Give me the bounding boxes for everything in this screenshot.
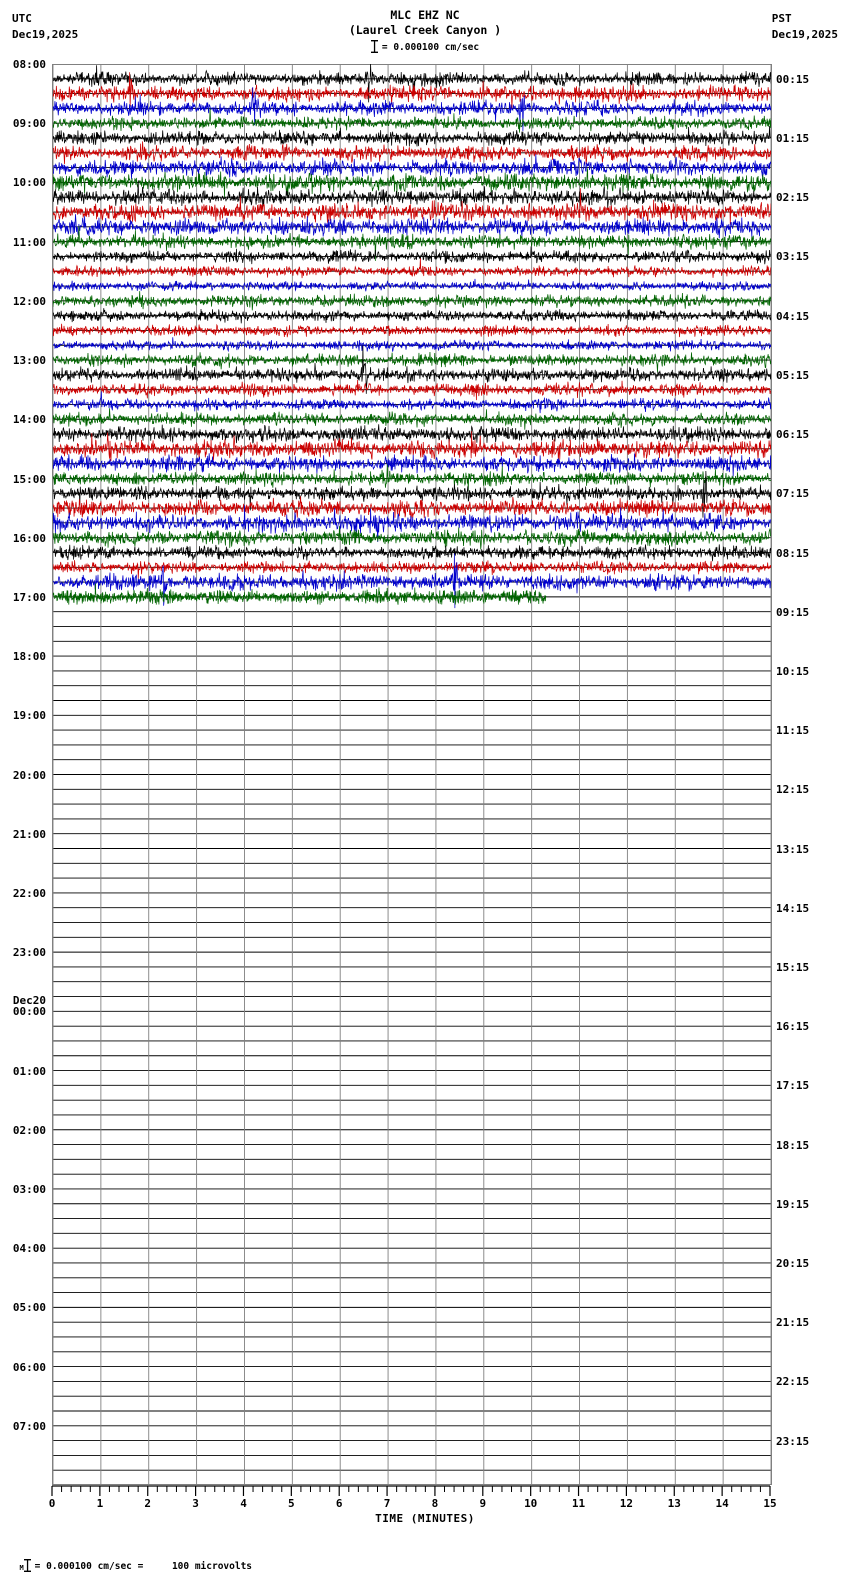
y-axis-left-label-16: 00:00 <box>12 1005 46 1019</box>
y-axis-left-label-22: 06:00 <box>12 1360 46 1374</box>
y-axis-left-label-7: 15:00 <box>12 472 46 486</box>
chart-header <box>0 0 850 60</box>
header-scale-text: = 0.000100 cm/sec <box>381 42 480 53</box>
seismic-trace <box>53 553 771 608</box>
y-axis-left-label-8: 16:00 <box>12 531 46 545</box>
seismic-trace <box>53 188 771 224</box>
x-tick-label-10: 10 <box>524 1497 538 1510</box>
y-axis-right-label-19: 19:15 <box>776 1197 810 1211</box>
x-tick-label-7: 7 <box>383 1497 391 1510</box>
x-tick-label-14: 14 <box>715 1497 729 1510</box>
y-axis-right-label-14: 14:15 <box>776 901 810 915</box>
station-title: MLC EHZ NC <box>390 8 460 22</box>
y-axis-left-label-5: 13:00 <box>12 354 46 367</box>
footer-text: = 0.000100 cm/sec = 100 microvolts <box>34 1561 253 1572</box>
right-date-label: Dec19,2025 <box>771 28 838 41</box>
y-axis-left-label-14: 22:00 <box>12 886 46 900</box>
y-axis-left-label-15: 23:00 <box>12 946 46 960</box>
x-tick-label-11: 11 <box>571 1497 586 1510</box>
y-axis-left-label-13: 21:00 <box>12 827 46 841</box>
seismogram-svg <box>53 64 771 1485</box>
y-axis-left-label-9: 17:00 <box>12 590 46 604</box>
y-axis-right-label-8: 08:15 <box>776 546 810 560</box>
y-axis-right-label-21: 21:15 <box>776 1316 810 1330</box>
x-tick-label-3: 3 <box>192 1497 199 1510</box>
y-axis-left-label-3: 11:00 <box>12 235 46 249</box>
day-change-label: Dec20 <box>12 994 46 1008</box>
x-axis-title: TIME (MINUTES) <box>375 1512 475 1525</box>
seismic-trace <box>53 583 546 604</box>
y-axis-right-label-18: 18:15 <box>776 1138 810 1152</box>
i-beam-scale-icon <box>371 40 378 56</box>
y-axis-right-label-0: 00:15 <box>776 72 810 86</box>
seismic-trace <box>53 64 771 102</box>
footer-prefix: M <box>19 1564 24 1572</box>
y-axis-right-label-16: 16:15 <box>776 1020 810 1034</box>
seismic-trace <box>53 279 771 291</box>
seismic-trace <box>53 560 771 579</box>
x-tick-label-5: 5 <box>287 1497 295 1510</box>
station-location: (Laurel Creek Canyon ) <box>348 23 502 37</box>
y-axis-right-label-15: 15:15 <box>776 960 810 974</box>
y-axis-left-label-4: 12:00 <box>12 294 46 308</box>
seismic-trace <box>53 352 771 372</box>
y-axis-right-label-6: 06:15 <box>776 428 810 442</box>
y-axis-right-label-23: 23:15 <box>776 1434 810 1448</box>
right-timezone-label: PST <box>771 12 792 25</box>
seismic-traces <box>53 64 771 608</box>
y-axis-right-label-22: 22:15 <box>776 1375 810 1389</box>
footer-scale-note <box>8 1548 252 1575</box>
y-axis-left-label-20: 04:00 <box>12 1242 46 1256</box>
y-axis-right-label-20: 20:15 <box>776 1257 810 1270</box>
x-tick-label-13: 13 <box>667 1497 681 1510</box>
y-axis-right-label-4: 04:15 <box>776 309 810 323</box>
y-axis-right-label-17: 17:15 <box>776 1079 810 1093</box>
x-tick-label-4: 4 <box>240 1497 247 1510</box>
y-axis-left-label-23: 07:00 <box>12 1419 46 1433</box>
x-tick-label-9: 9 <box>479 1497 487 1510</box>
y-axis-left-label-10: 18:00 <box>12 650 46 664</box>
x-tick-label-15: 15 <box>763 1497 777 1510</box>
y-axis-left-label-1: 09:00 <box>12 117 46 131</box>
y-axis-right-label-10: 10:15 <box>776 664 810 678</box>
y-axis-left-label-2: 10:00 <box>12 176 46 190</box>
y-axis-right-label-3: 03:15 <box>776 250 810 264</box>
y-axis-right-label-9: 09:15 <box>776 605 810 619</box>
y-axis-right-label-5: 05:15 <box>776 368 810 382</box>
grid-lines <box>53 64 771 1485</box>
y-axis-left-label-12: 20:00 <box>12 768 46 782</box>
left-timezone-label: UTC <box>12 12 32 25</box>
x-tick-marks <box>52 1486 770 1496</box>
header-title-block <box>0 8 850 38</box>
y-axis-right-label-7: 07:15 <box>776 487 810 501</box>
y-axis-left-label-6: 14:00 <box>12 413 46 427</box>
seismic-trace <box>53 337 771 351</box>
seismic-trace <box>53 453 771 476</box>
x-tick-label-0: 0 <box>48 1497 56 1510</box>
header-scale-row <box>0 40 850 56</box>
x-tick-label-1: 1 <box>96 1497 104 1510</box>
helicorder-plot-area[interactable] <box>52 64 772 1485</box>
x-tick-label-2: 2 <box>144 1497 151 1510</box>
y-axis-right-label-12: 12:15 <box>776 783 810 797</box>
y-axis-left-label-19: 03:00 <box>12 1183 46 1196</box>
y-axis-right-label-2: 02:15 <box>776 191 810 205</box>
y-axis-left-label-18: 02:00 <box>12 1123 46 1137</box>
x-tick-label-12: 12 <box>619 1497 634 1510</box>
y-axis-left-label-17: 01:00 <box>12 1064 46 1078</box>
y-axis-right-label-13: 13:15 <box>776 842 810 856</box>
y-axis-left-label-0: 08:00 <box>12 58 46 71</box>
seismic-trace <box>53 392 771 414</box>
y-axis-left-label-11: 19:00 <box>12 709 46 723</box>
i-beam-scale-icon-footer <box>24 1559 31 1575</box>
seismic-trace <box>53 464 771 491</box>
seismic-trace <box>53 246 771 264</box>
x-tick-label-8: 8 <box>431 1497 439 1510</box>
y-axis-right-label-11: 11:15 <box>776 724 810 738</box>
left-date-label: Dec19,2025 <box>12 28 79 41</box>
seismic-trace <box>53 126 771 146</box>
x-tick-label-6: 6 <box>335 1497 343 1510</box>
seismic-trace <box>53 258 771 278</box>
y-axis-left-label-21: 05:00 <box>12 1301 46 1315</box>
header-right-timezone-block <box>772 11 838 43</box>
y-axis-right-label-1: 01:15 <box>776 132 810 145</box>
